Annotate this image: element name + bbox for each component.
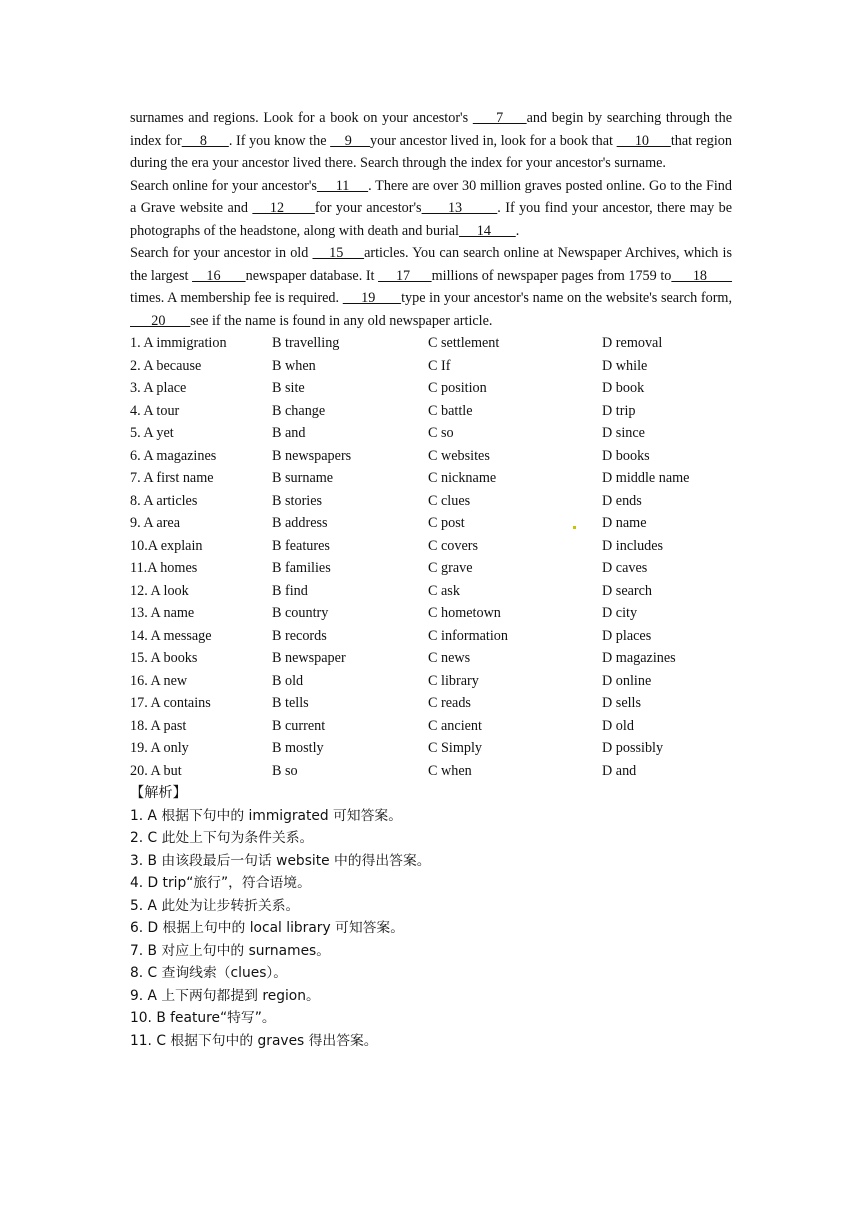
option-b: B address	[272, 515, 328, 531]
answer-blank: 11	[316, 177, 369, 194]
option-d: D online	[602, 672, 652, 689]
option-a: 11.A homes	[130, 560, 198, 576]
option-c: C battle	[428, 402, 473, 419]
analysis-item: 6. D 根据上句中的 local library 可知答案。	[130, 920, 405, 936]
option-d: D includes	[602, 537, 664, 554]
analysis-item: 3. B 由该段最后一句话 website 中的得出答案。	[130, 852, 431, 869]
option-c: C information	[428, 627, 508, 644]
answer-blank: 10	[616, 132, 671, 149]
question-options-row	[130, 400, 732, 423]
options-list	[130, 332, 732, 782]
option-b: B surname	[272, 470, 334, 486]
option-d: D trip	[602, 402, 636, 419]
answer-blank: 18	[671, 267, 733, 284]
answer-blank: 19	[342, 290, 402, 306]
question-options-row	[130, 647, 732, 670]
passage-text: . There are over 30 million graves posted online. Go to the Find a Grave website and	[130, 177, 732, 216]
option-a: 5. A yet	[130, 425, 174, 441]
passage-text: . If you know the	[228, 132, 331, 149]
passage-text: millions of newspaper pages from 1759 to	[431, 267, 672, 284]
answer-blank: 7	[472, 110, 527, 126]
option-c: C reads	[428, 695, 471, 711]
question-options-row	[130, 715, 732, 738]
option-a: 4. A tour	[130, 402, 180, 419]
option-b: B mostly	[272, 740, 324, 756]
question-options-row	[130, 535, 732, 558]
passage-paragraph-1	[130, 107, 732, 175]
option-c: C settlement	[428, 335, 500, 351]
option-a: 20. A but	[130, 762, 182, 779]
document-page	[130, 107, 732, 1052]
question-options-row	[130, 355, 732, 378]
option-a: 12. A look	[130, 582, 189, 599]
answer-blank: 9	[330, 132, 370, 149]
option-a: 15. A books	[130, 650, 198, 666]
option-c: C nickname	[428, 470, 497, 486]
analysis-item: 8. C 查询线索（clues）。	[130, 965, 288, 981]
option-b: B tells	[272, 695, 309, 711]
question-options-row	[130, 332, 732, 355]
question-options-row	[130, 737, 732, 760]
option-d: D since	[602, 425, 645, 441]
option-c: C ancient	[428, 717, 482, 734]
option-a: 13. A name	[130, 605, 195, 621]
option-d: D name	[602, 515, 647, 531]
analysis-item: 2. C 此处上下句为条件关系。	[130, 830, 314, 846]
option-b: B change	[272, 402, 326, 419]
option-d: D magazines	[602, 650, 676, 666]
passage-text: .	[515, 222, 520, 239]
answer-blank: 20	[130, 312, 191, 329]
option-b: B and	[272, 425, 306, 441]
option-b: B site	[272, 380, 305, 396]
option-b: B newspapers	[272, 447, 352, 464]
question-options-row	[130, 580, 732, 603]
passage-text: your ancestor lived in, look for a book that	[369, 132, 617, 149]
option-c: C hometown	[428, 605, 501, 621]
passage-text: and begin by searching through the index for	[130, 110, 732, 149]
question-options-row	[130, 602, 732, 625]
option-c: C position	[428, 380, 487, 396]
analysis-item: 4. D trip“旅行”，符合语境。	[130, 875, 311, 891]
answer-blank: 12	[252, 200, 315, 216]
question-options-row	[130, 557, 732, 580]
analysis-item: 5. A 此处为让步转折关系。	[130, 897, 300, 914]
option-c: C news	[428, 650, 471, 666]
answer-blank: 16	[192, 267, 246, 284]
answer-blank: 14	[459, 222, 516, 239]
option-d: D books	[602, 447, 650, 464]
passage-text: for your ancestor's	[314, 200, 422, 216]
option-d: D sells	[602, 695, 642, 711]
option-a: 19. A only	[130, 740, 189, 756]
option-d: D middle name	[602, 470, 690, 486]
option-c: C library	[428, 672, 479, 689]
answer-blank: 8	[181, 132, 229, 149]
option-a: 7. A first name	[130, 470, 214, 486]
option-c: C Simply	[428, 740, 483, 756]
answer-blank: 13	[421, 200, 498, 216]
option-b: B stories	[272, 492, 323, 509]
option-d: D caves	[602, 560, 648, 576]
question-options-row	[130, 625, 732, 648]
option-b: B newspaper	[272, 650, 346, 666]
question-options-row	[130, 445, 732, 468]
option-b: B current	[272, 717, 326, 734]
option-a: 6. A magazines	[130, 447, 217, 464]
passage-text: Search for your ancestor in old	[130, 245, 313, 261]
analysis-item: 10. B feature“特写”。	[130, 1010, 276, 1026]
passage-paragraph-2	[130, 175, 732, 243]
option-b: B country	[272, 605, 329, 621]
option-d: D city	[602, 605, 638, 621]
option-c: C websites	[428, 447, 490, 464]
analysis-item: 9. A 上下两句都提到 region。	[130, 987, 320, 1004]
option-a: 3. A place	[130, 380, 187, 396]
passage-text: times. A membership fee is required.	[130, 290, 343, 306]
option-c: C If	[428, 357, 451, 374]
passage-text: surnames and regions. Look for a book on your ancestor's	[130, 110, 473, 126]
option-d: D search	[602, 582, 653, 599]
analysis-item: 11. C 根据下句中的 graves 得出答案。	[130, 1032, 378, 1049]
passage-text: type in your ancestor's name on the website's search form,	[401, 290, 732, 306]
analysis-heading: 【解析】	[130, 785, 187, 801]
option-d: D old	[602, 717, 634, 734]
option-d: D places	[602, 627, 652, 644]
question-options-row	[130, 512, 732, 535]
option-b: B find	[272, 582, 308, 599]
analysis-item: 7. B 对应上句中的 surnames。	[130, 942, 331, 959]
question-options-row	[130, 760, 732, 783]
option-c: C so	[428, 425, 454, 441]
option-a: 1. A immigration	[130, 335, 227, 351]
option-a: 9. A area	[130, 515, 181, 531]
passage-text: newspaper database. It	[245, 267, 379, 284]
question-options-row	[130, 692, 732, 715]
answer-blank: 17	[378, 267, 432, 284]
option-b: B features	[272, 537, 330, 554]
option-b: B when	[272, 357, 316, 374]
option-b: B old	[272, 672, 304, 689]
passage-paragraph-3	[130, 242, 732, 332]
option-a: 8. A articles	[130, 492, 198, 509]
question-options-row	[130, 670, 732, 693]
option-c: C ask	[428, 582, 460, 599]
passage-text: that region during the era your ancestor lived there. Search through the index for your ancestor's surname.	[130, 132, 732, 171]
answer-blank: 15	[312, 245, 365, 261]
option-b: B so	[272, 762, 298, 779]
option-a: 17. A contains	[130, 695, 211, 711]
question-options-row	[130, 467, 732, 490]
passage-text: . If you find your ancestor, there may be photographs of the headstone, along with death and burial	[130, 200, 733, 239]
question-options-row	[130, 422, 732, 445]
option-d: D while	[602, 357, 648, 374]
option-a: 2. A because	[130, 357, 202, 374]
question-options-row	[130, 490, 732, 513]
analysis-item: 1. A 根据下句中的 immigrated 可知答案。	[130, 807, 402, 824]
option-c: C post	[428, 515, 465, 531]
analysis-list	[130, 805, 732, 1053]
option-c: C clues	[428, 492, 471, 509]
option-d: D ends	[602, 492, 642, 509]
option-c: C when	[428, 762, 472, 779]
option-c: C covers	[428, 537, 479, 554]
option-b: B families	[272, 560, 331, 576]
question-options-row	[130, 377, 732, 400]
option-a: 18. A past	[130, 717, 187, 734]
option-b: B travelling	[272, 335, 340, 351]
option-d: D possibly	[602, 740, 664, 756]
option-a: 10.A explain	[130, 537, 203, 554]
option-c: C grave	[428, 560, 473, 576]
passage-text: see if the name is found in any old newspaper article.	[190, 312, 493, 329]
option-d: D book	[602, 380, 645, 396]
stray-mark	[573, 526, 576, 529]
passage-text: Search online for your ancestor's	[130, 177, 317, 194]
option-d: D and	[602, 762, 637, 779]
option-d: D removal	[602, 335, 663, 351]
option-b: B records	[272, 627, 327, 644]
option-a: 16. A new	[130, 672, 188, 689]
option-a: 14. A message	[130, 627, 212, 644]
passage-text: articles. You can search online at Newspaper Archives, which is the largest	[130, 245, 732, 284]
